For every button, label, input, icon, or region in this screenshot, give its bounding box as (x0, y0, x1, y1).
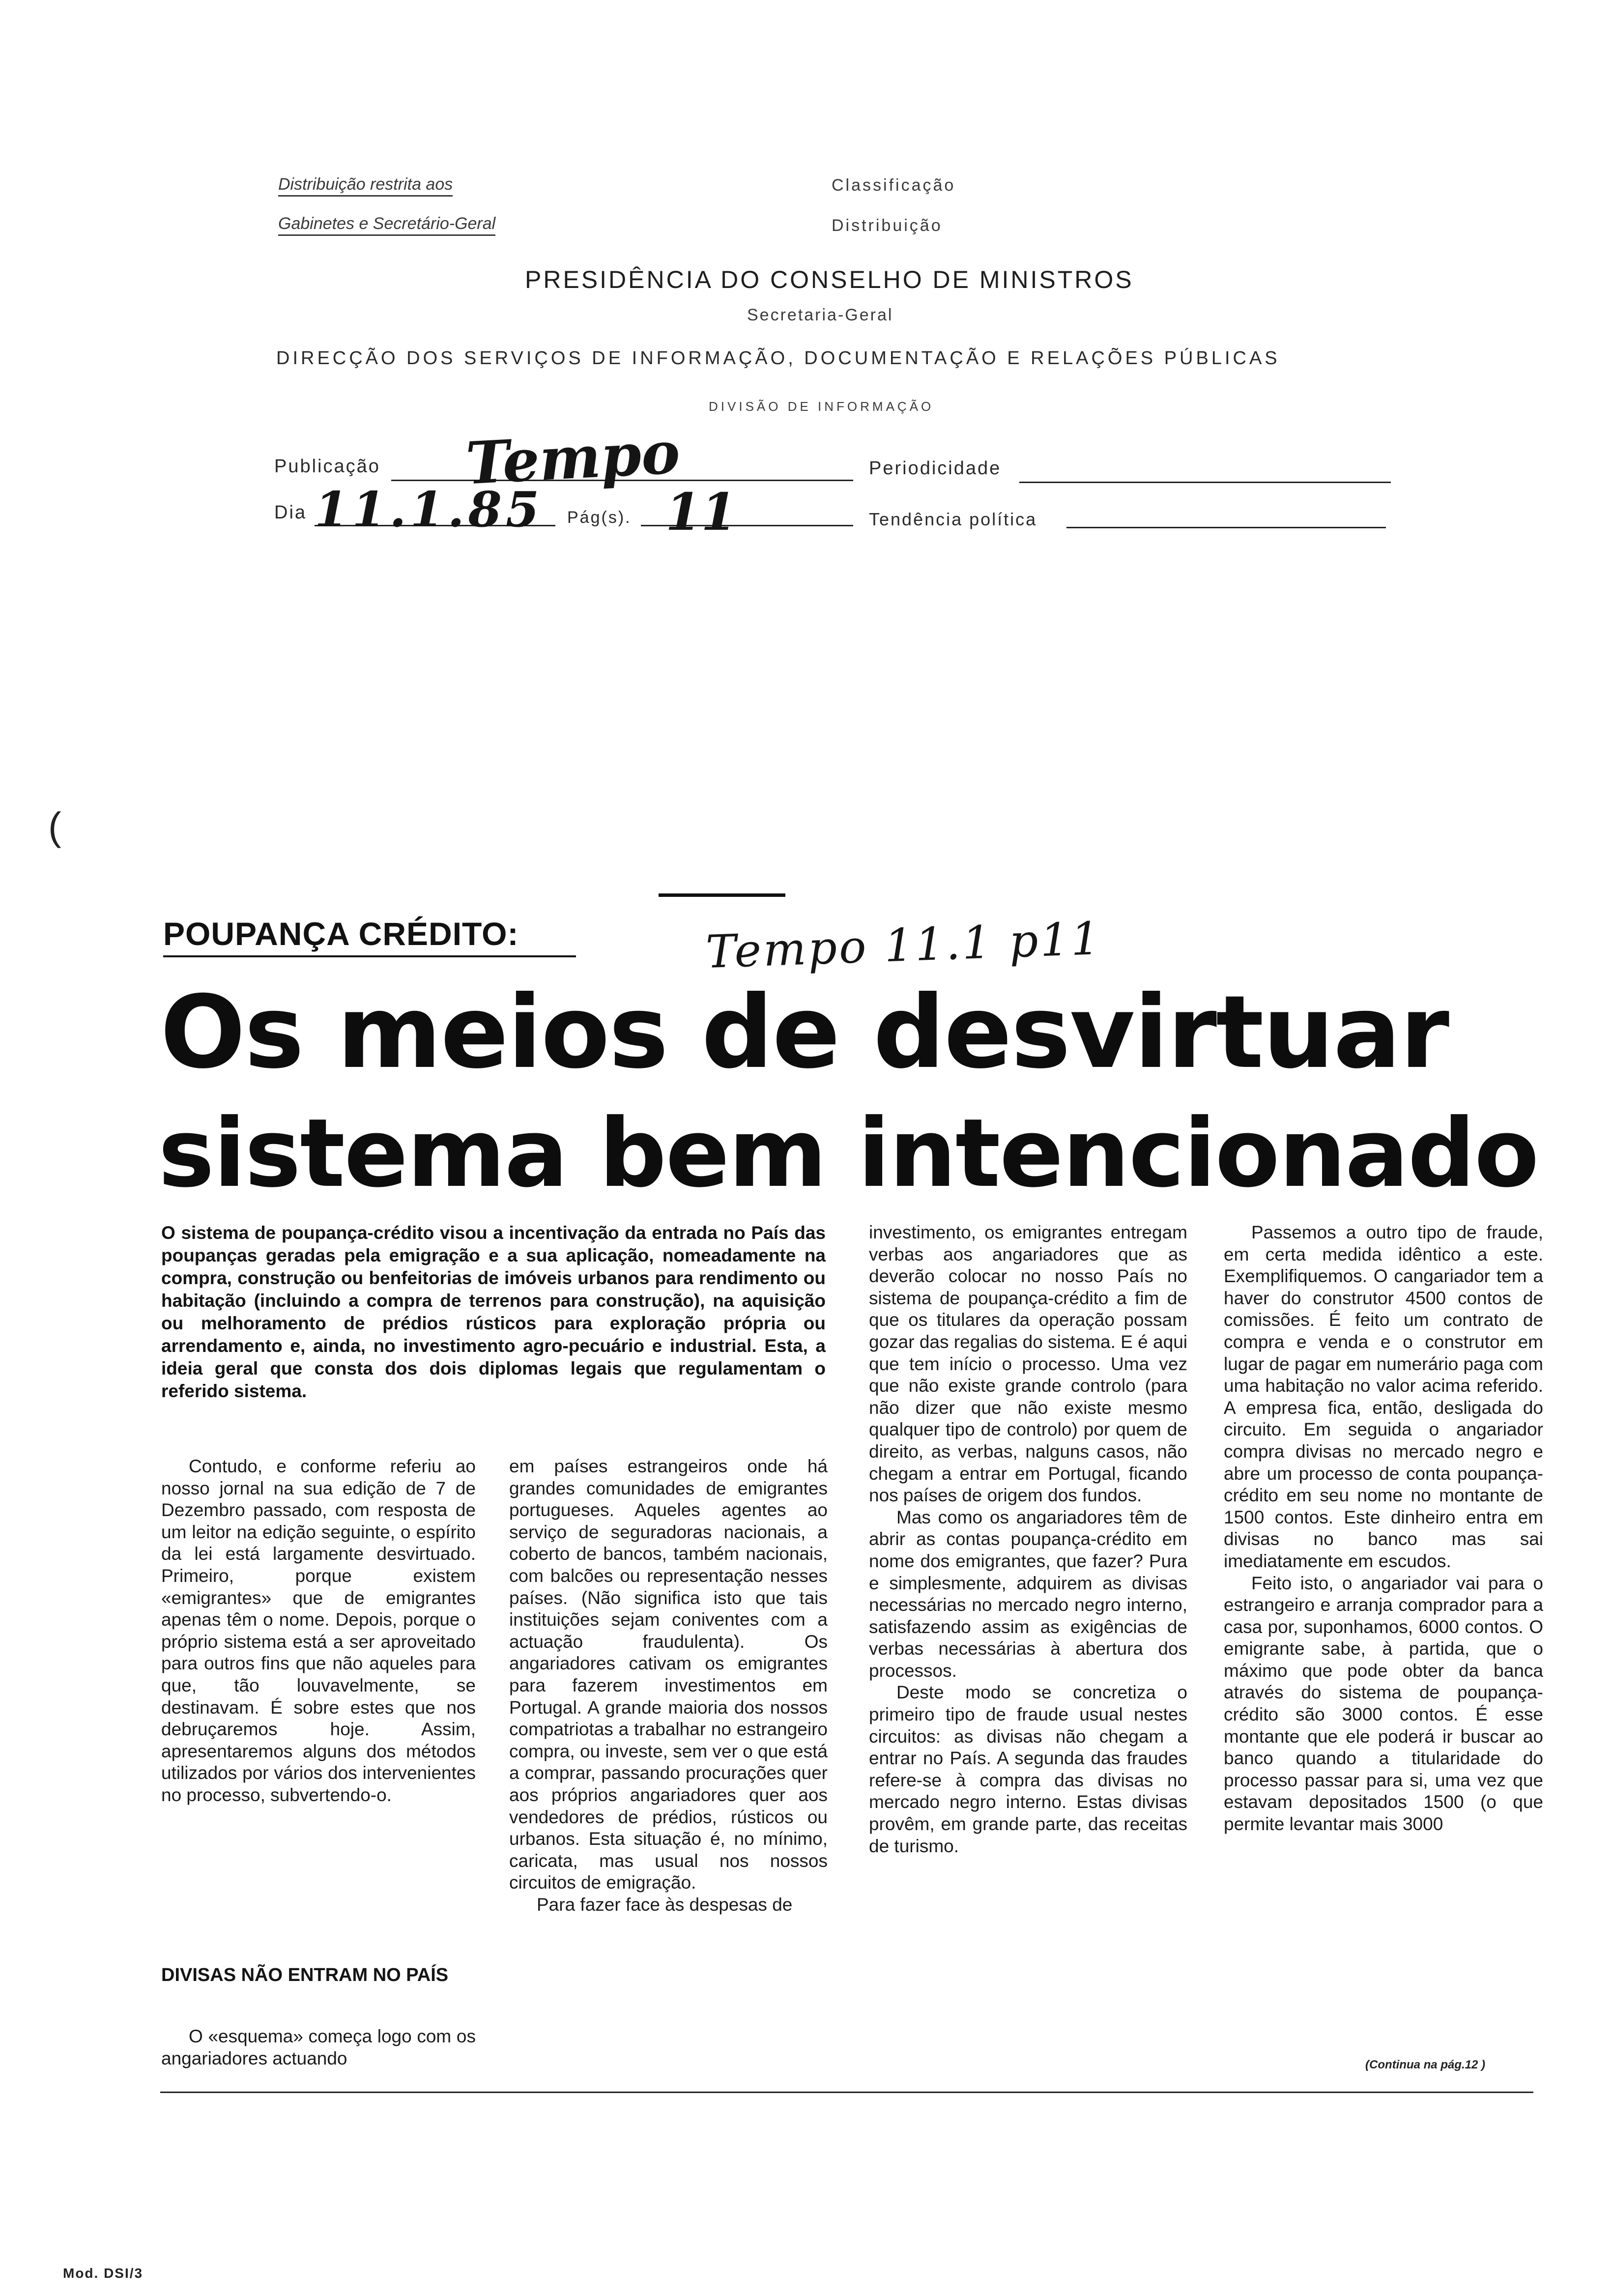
classification-label: Classificação (832, 176, 956, 195)
pages-handwritten-value: 11 (665, 482, 737, 542)
top-rule (659, 893, 785, 897)
publication-label: Publicação (274, 456, 380, 477)
secretariat-subtitle: Secretaria-Geral (747, 306, 893, 324)
column-1 (161, 1456, 476, 1807)
column-3-paragraph-3: Deste modo se concretiza o primeiro tipo de fraude usual nestes circuitos: as divisas não chegam a entrar no País. A segunda das fraudes refere-se à compra das divisas no mercado negro interno. Estas divisas provêm, em grande parte, das receitas de turismo. (869, 1682, 1187, 1856)
periodicity-label: Periodicidade (869, 458, 1002, 479)
division-title: DIVISÃO DE INFORMAÇÃO (709, 399, 934, 414)
directorate-title: DIRECÇÃO DOS SERVIÇOS DE INFORMAÇÃO, DOCUMENTAÇÃO E RELAÇÕES PÚBLICAS (276, 348, 1280, 369)
article-lead: O sistema de poupança-crédito visou a incentivação da entrada no País das poupanças geradas pela emigração e a sua aplicação, nomeadamente na compra, construção ou benfeitorias de imóveis urbanos para rendimento ou habitação (incluindo a compra de terrenos para construção), na aquisição ou melhoramento de prédios rústicos para exploração própria ou arrendamento e, ainda, no investimento agro-pecuário e industrial. Esta, a ideia geral que consta dos dois diplomas legais que regulamentam o referido sistema. (161, 1223, 826, 1401)
distribution-label: Distribuição (832, 216, 943, 235)
day-label: Dia (274, 502, 307, 523)
column-4 (1224, 1222, 1543, 1836)
column-1-paragraph-2: O «esquema» começa logo com os angariadores actuando (161, 2026, 476, 2068)
political-tendency-field-line (1066, 527, 1386, 528)
periodicity-field-line (1019, 482, 1391, 483)
column-3 (869, 1222, 1187, 1857)
political-tendency-label: Tendência política (869, 509, 1037, 529)
distribution-restricted-line: Distribuição restrita aos (278, 175, 453, 197)
column-1-continued (161, 2026, 476, 2069)
kicker-underline (163, 955, 576, 957)
distribution-cabinets-line: Gabinetes e Secretário-Geral (278, 214, 495, 236)
column-2-paragraph-2: Para fazer face às despesas de (537, 1894, 793, 1915)
section-subhead: DIVISAS NÃO ENTRAM NO PAÍS (161, 1965, 449, 1985)
continued-note: (Continua na pág.12 ) (1365, 2058, 1486, 2071)
handwritten-source-note: Tempo 11.1 p11 (705, 912, 1103, 979)
headline-line-2: sistema bem intencionado (158, 1099, 1538, 1208)
headline-line-1: Os meios de desvirtuar (160, 975, 1449, 1091)
pages-label: Pág(s). (567, 508, 632, 527)
column-4-paragraph-1: Passemos a outro tipo de fraude, em certa medida idêntico a este. Exemplifiquemos. O cangariador tem a haver do construtor 4500 contos de comissões. É feito um contrato de compra e venda e o construtor em lugar de pagar em numerário paga com uma habitação no valor acima referido. A empresa fica, então, desligada do circuito. Em seguida o angariador compra divisas no mercado negro e abre um processo de conta poupança-crédito em seu nome no montante de 1500 contos. Este dinheiro entra em divisas no banco mas sai imediatamente em escudos. (1224, 1222, 1543, 1571)
column-4-paragraph-2: Feito isto, o angariador vai para o estrangeiro e arranja comprador para a casa por, suponhamos, 6000 contos. O emigrante sabe, à partida, que o máximo que pode obter da banca através do sistema de poupança-crédito são 3000 contos. É esse montante que ele poderá ir buscar ao banco quando a titularidade do processo passar para si, uma vez que estavam depositados 1500 (o que permite levantar mais 3000 (1224, 1573, 1543, 1835)
form-code: Mod. DSI/3 (63, 2266, 144, 2281)
publication-handwritten-value: Tempo (464, 418, 682, 498)
day-handwritten-value: 11.1.85 (315, 482, 544, 538)
organization-title: PRESIDÊNCIA DO CONSELHO DE MINISTROS (525, 266, 1134, 293)
column-2 (509, 1456, 828, 1916)
column-3-paragraph-1: investimento, os emigrantes entregam verbas aos angariadores que as deverão colocar no nosso País no sistema de poupança-crédito a fim de que os titulares da operação possam gozar das regalias do sistema. E é aqui que tem início o processo. Uma vez que não existe grande controlo (para não dizer que não existe mesmo qualquer tipo de controlo) por quem de direito, as verbas, nalguns casos, não chegam a entrar em Portugal, ficando nos países de origem dos fundos. (869, 1222, 1187, 1506)
bottom-rule (160, 2092, 1533, 2093)
article-kicker: POUPANÇA CRÉDITO: (163, 916, 519, 952)
column-2-paragraph-1: em países estrangeiros onde há grandes comunidades de emigrantes portugueses. Aqueles agentes ao serviço de seguradoras nacionais, a coberto de bancos, também nacionais, com balcões ou representação nesses países. (Não significa isto que tais instituições sejam coniventes com a actuação fraudulenta). Os angariadores cativam os emigrantes para fazerem investimentos em Portugal. A grande maioria dos nossos compatriotas a trabalhar no estrangeiro compra, ou investe, sem ver o que está a comprar, passando procurações quer aos próprios angariadores quer aos vendedores de prédios, rústicos ou urbanos. Esta situação é, no mínimo, caricata, mas usual nos nossos circuitos de emigração. (509, 1456, 828, 1893)
column-3-paragraph-2: Mas como os angariadores têm de abrir as contas poupança-crédito em nome dos emigrantes, que fazer? Pura e simplesmente, adquirem as divisas necessárias no mercado negro interno, satisfazendo assim as exigências de verbas necessárias à abertura dos processos. (869, 1507, 1187, 1681)
margin-bracket-mark: ( (48, 804, 61, 848)
column-1-paragraph-1: Contudo, e conforme referiu ao nosso jornal na sua edição de 7 de Dezembro passado, com resposta de um leitor na edição seguinte, o espírito da lei está largamente desvirtuado. Primeiro, porque existem «emigrantes» que de emigrantes apenas têm o nome. Depois, porque o próprio sistema está a ser aproveitado para outros fins que não aqueles para que, tão louvavelmente, se destinavam. É sobre estes que nos debruçaremos hoje. Assim, apresentaremos alguns dos métodos utilizados por vários dos intervenientes no processo, subvertendo-o. (161, 1456, 476, 1805)
